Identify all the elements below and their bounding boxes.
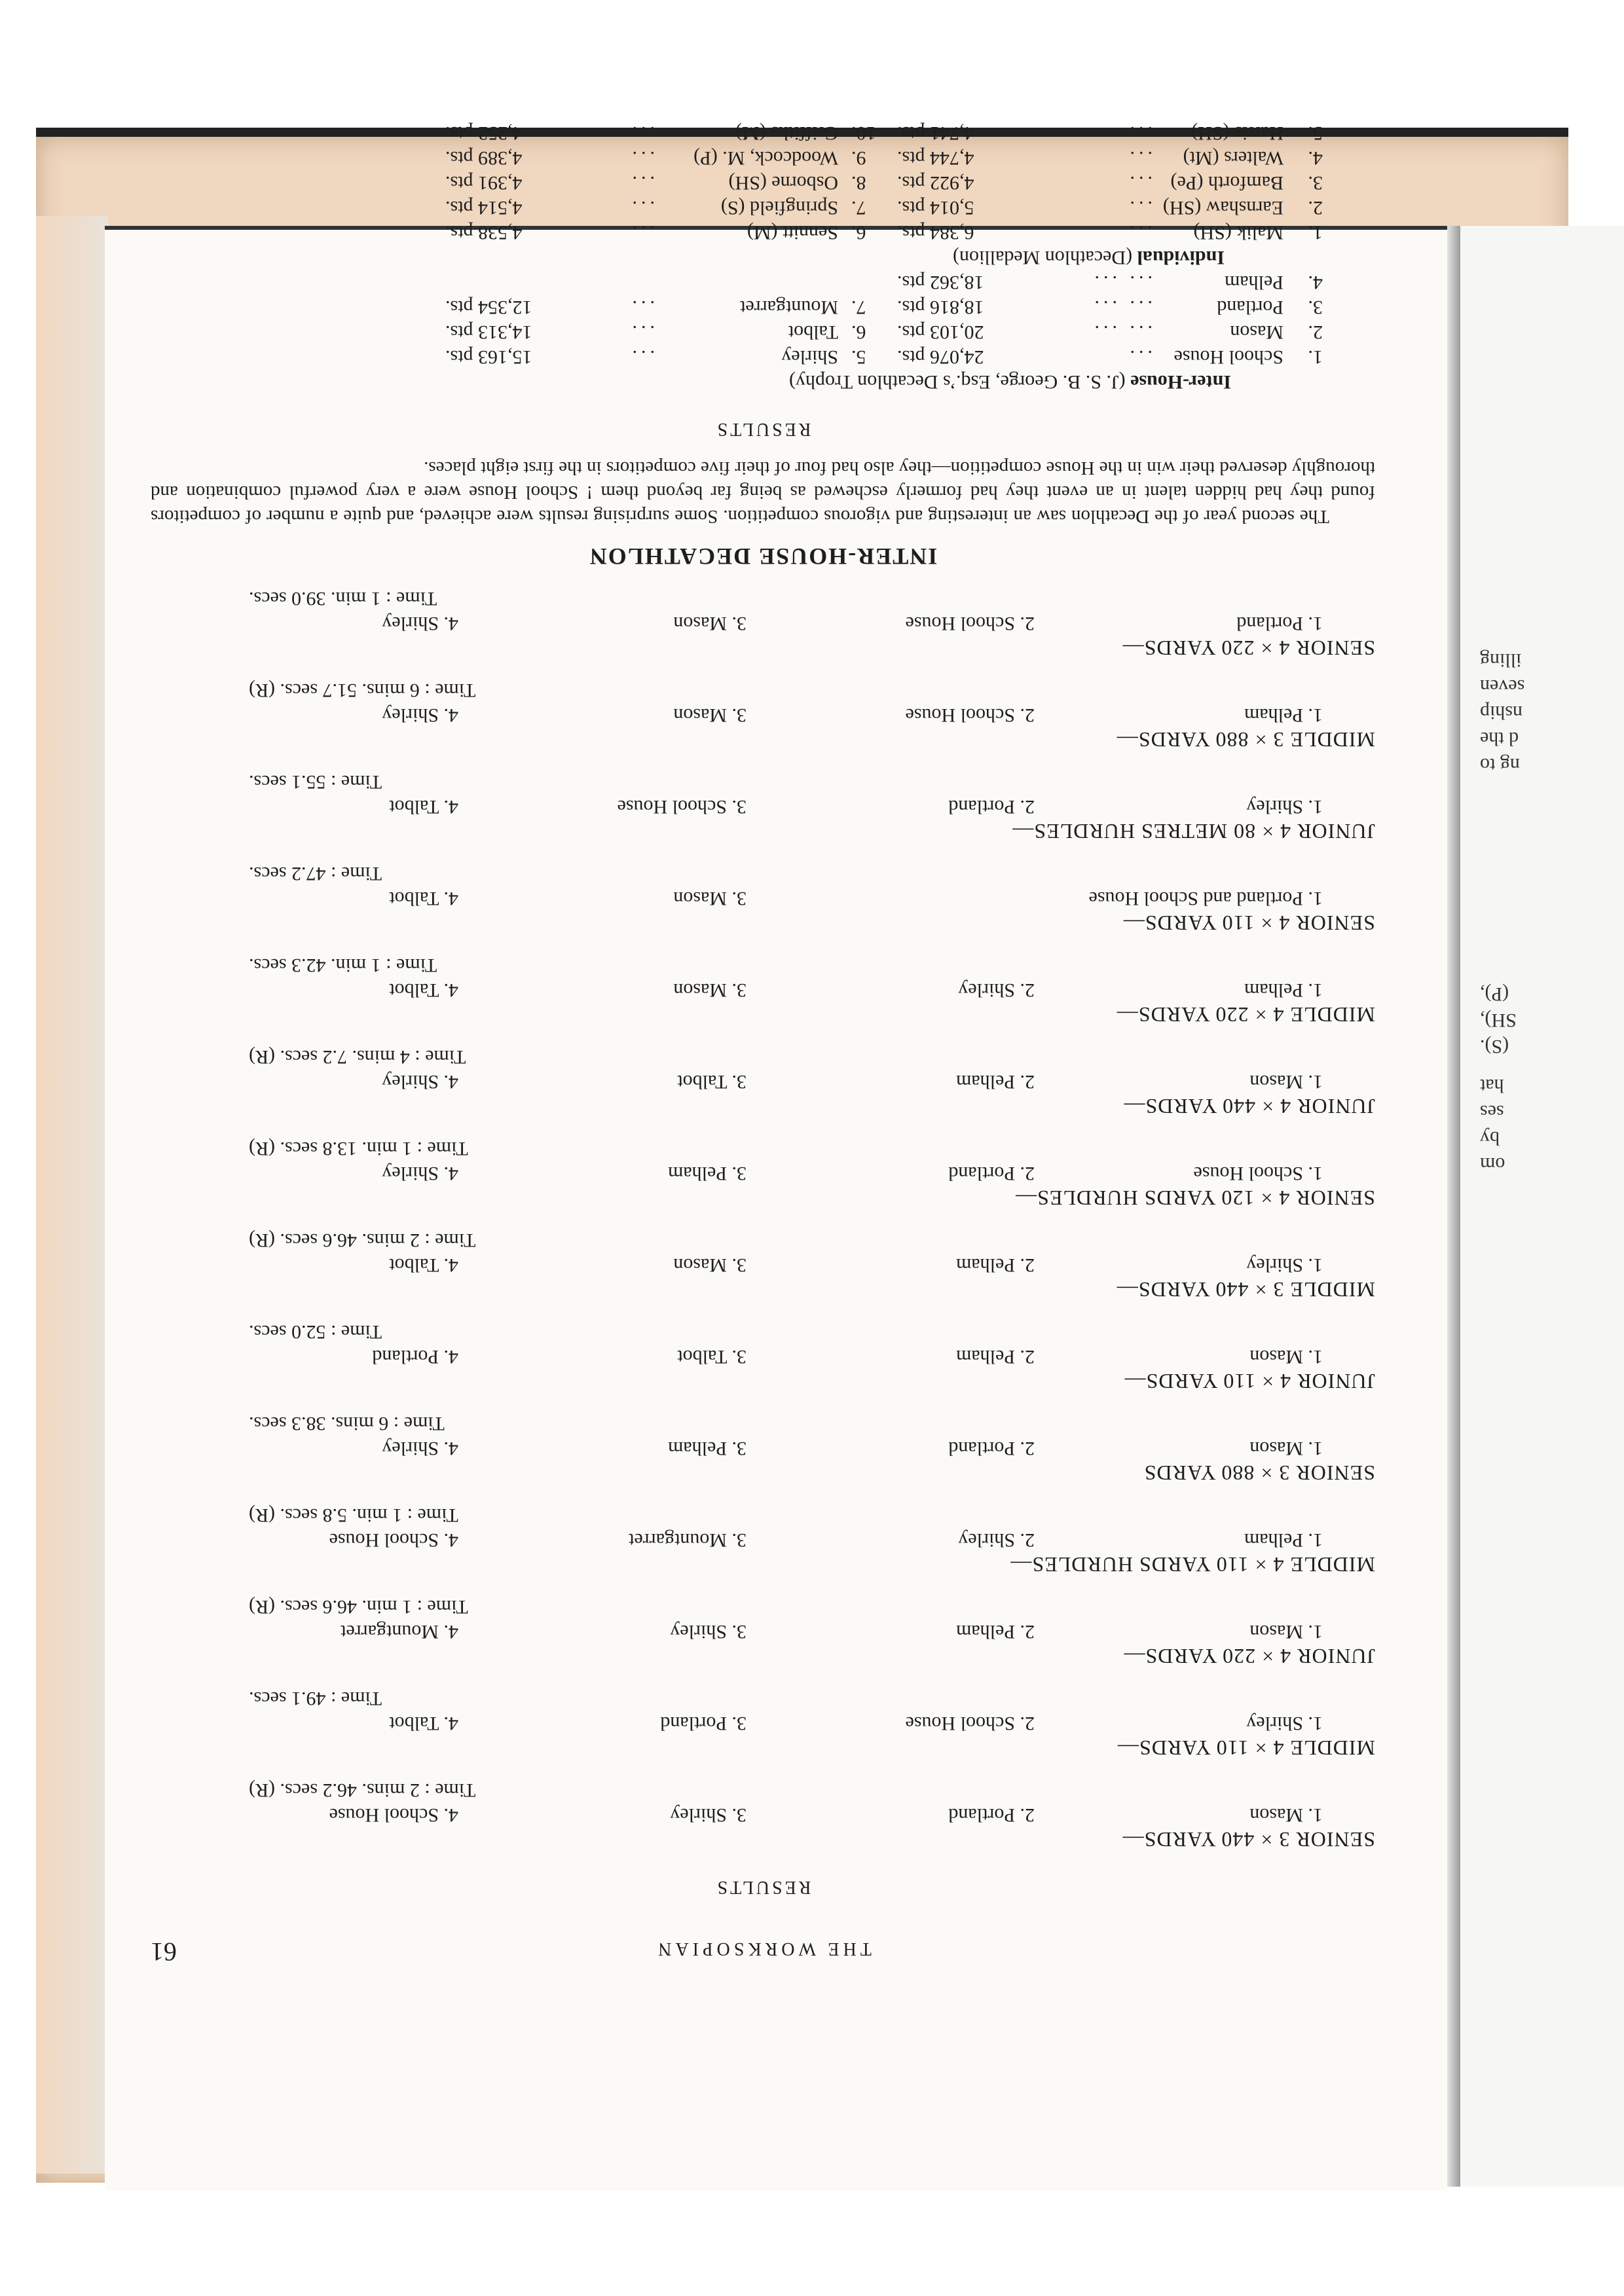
- relay-title: SENIOR 4 × 120 YARDS HURDLES—: [1015, 1186, 1375, 1210]
- relay-placings: [151, 1069, 1323, 1094]
- relay-event: [151, 1594, 1375, 1669]
- relay-place: 4. Talbot: [389, 1254, 458, 1276]
- relay-time: Time : 1 min. 5.8 secs. (R): [249, 1504, 458, 1526]
- relay-place: 4. Portland: [372, 1346, 458, 1368]
- page-gutter: [36, 216, 108, 2174]
- result-dots-right: ...: [628, 197, 655, 219]
- result-name: Bamforth (Pe): [1170, 172, 1283, 194]
- relay-placings: [151, 611, 1323, 636]
- relay-place: 1. Shirley: [1246, 1713, 1323, 1734]
- result-name: Walters (Mt): [1183, 147, 1283, 169]
- decathlon-paragraph: The second year of the Decathlon saw an interesting and vigorous competition. Some surprising results were achieved, and quite a number of competitors found they had hidden talent in an event they had formerly eschewed as being far beyond them ! School House were a very powerful combination and thoroughly deserved their win in the House competition—they also had four of their five competitors in the first eight places.: [151, 458, 1375, 527]
- page-fold-shadow: [1447, 226, 1460, 2187]
- result-name: Earnshaw (SH): [1162, 197, 1283, 219]
- relay-place: 1. Mason: [1249, 1621, 1323, 1643]
- relay-title: SENIOR 4 × 220 YARDS—: [1122, 636, 1375, 660]
- facing-fragment: d the: [1480, 728, 1519, 750]
- relay-place: 1. School House: [1193, 1163, 1323, 1184]
- relay-placings: [151, 1161, 1323, 1186]
- relay-place: 4. Mountgarret: [341, 1621, 458, 1643]
- relay-place: 4. Talbot: [389, 979, 458, 1001]
- result-dots: ...: [1126, 172, 1153, 194]
- inter-house-heading: [151, 369, 1231, 394]
- result-dots-right: ...: [628, 346, 655, 368]
- relay-title: SENIOR 3 × 880 YARDS: [1143, 1461, 1375, 1485]
- relay-title: JUNIOR 4 × 110 YARDS—: [1124, 1370, 1375, 1393]
- result-row: [151, 270, 1323, 295]
- result-row: [151, 145, 1323, 170]
- result-pos: 1.: [1308, 346, 1323, 368]
- relay-placings: [151, 1619, 1323, 1644]
- result-pts: 5,014 pts.: [897, 197, 974, 219]
- result-dots-right: ...: [628, 147, 655, 169]
- relay-place: 2. School House: [905, 1713, 1035, 1734]
- result-pts-right: 12,354 pts.: [445, 297, 532, 318]
- relay-place: 3. Mason: [673, 613, 747, 634]
- relay-place: 1. Mason: [1249, 1346, 1323, 1368]
- relay-placings: [151, 702, 1323, 727]
- relay-title: MIDDLE 3 × 880 YARDS—: [1116, 728, 1375, 752]
- relay-place: 4. Talbot: [389, 796, 458, 818]
- facing-fragment: om: [1480, 1154, 1505, 1175]
- result-pos: 4.: [1308, 272, 1323, 293]
- result-dots: ...: [1126, 147, 1153, 169]
- page-title: THE WORKSOPIAN: [654, 1939, 872, 1959]
- result-dots-right: ...: [628, 172, 655, 194]
- result-pos: 3.: [1308, 297, 1323, 318]
- relay-place: 1. Shirley: [1246, 796, 1323, 818]
- result-pts-right: 4,391 pts.: [445, 172, 523, 194]
- result-dots-right: ...: [628, 321, 655, 343]
- inter-house-table: [151, 270, 1323, 369]
- relay-place: 4. Shirley: [382, 1163, 458, 1184]
- relay-place: 2. Portland: [948, 796, 1035, 818]
- relay-event: [151, 953, 1375, 1027]
- individual-label: Individual: [1137, 247, 1225, 268]
- trophy-name: (J. S. B. George, Esq.’s Decathlon Trophy): [789, 371, 1131, 393]
- relay-time: Time : 52.0 secs.: [249, 1321, 382, 1343]
- relay-time: Time : 1 min. 42.3 secs.: [249, 955, 437, 976]
- relay-place: 3. Mason: [673, 1254, 747, 1276]
- result-pos: 4.: [1308, 147, 1323, 169]
- result-dots: ...: [1126, 197, 1153, 219]
- result-pos-right: 7.: [851, 297, 866, 318]
- result-dots: ... ...: [1090, 321, 1153, 343]
- result-dots: ...: [1126, 346, 1153, 368]
- relay-title: JUNIOR 4 × 440 YARDS—: [1123, 1095, 1375, 1118]
- relay-place: 4. School House: [329, 1529, 458, 1551]
- relay-place: 3. Shirley: [670, 1621, 747, 1643]
- relay-place: 4. Shirley: [382, 1438, 458, 1459]
- individual-heading: [151, 245, 1225, 270]
- facing-fragment: ses: [1480, 1101, 1504, 1123]
- result-pos: 2.: [1308, 197, 1323, 219]
- relay-place: 1. Pelham: [1244, 704, 1323, 726]
- result-dots: ...: [1126, 122, 1153, 144]
- result-row: [151, 319, 1323, 344]
- result-pos-right: [838, 270, 897, 295]
- relay-place: 3. Mason: [673, 704, 747, 726]
- result-pts: 20,103 pts.: [897, 321, 984, 343]
- relay-time: Time : 4 mins. 7.2 secs. (R): [249, 1046, 466, 1068]
- result-pos-right: 10.: [851, 122, 876, 144]
- relay-place: 1. Mason: [1249, 1804, 1323, 1826]
- result-pts: 4,922 pts.: [897, 172, 974, 194]
- result-pts-right: 4,389 pts.: [445, 147, 523, 169]
- relay-place: 4. Talbot: [389, 1713, 458, 1734]
- relay-time: Time : 2 mins. 46.2 secs. (R): [249, 1779, 476, 1801]
- relay-place: 3. Portland: [660, 1713, 747, 1734]
- result-name: Pelham: [1225, 272, 1283, 293]
- relay-place: 2. Shirley: [958, 979, 1035, 1001]
- relay-event: [151, 1777, 1375, 1852]
- facing-fragment: seven: [1480, 676, 1525, 697]
- relay-results: [151, 586, 1375, 1852]
- relay-place: 3. Talbot: [677, 1071, 747, 1093]
- relay-placings: [151, 1344, 1323, 1369]
- relay-title: MIDDLE 3 × 440 YARDS—: [1116, 1278, 1375, 1302]
- relay-place: 3. Pelham: [668, 1163, 747, 1184]
- relay-event: [151, 1411, 1375, 1485]
- result-name-right: Springfield (S): [720, 197, 838, 219]
- relay-placings: [151, 886, 1323, 911]
- relay-placings: [151, 1252, 1323, 1277]
- relay-place: 3. School House: [617, 796, 747, 818]
- relay-title: MIDDLE 4 × 220 YARDS—: [1116, 1003, 1375, 1027]
- relay-time: Time : 6 mins. 51.7 secs. (R): [249, 680, 476, 701]
- result-name-right: Osborne (SH): [728, 172, 838, 194]
- result-row: [151, 195, 1323, 220]
- relay-place: 1. Portland and School House: [1088, 888, 1323, 909]
- relay-placings: [151, 794, 1323, 819]
- facing-fragment: illing: [1480, 649, 1522, 671]
- page-header: [151, 1936, 1375, 1967]
- relay-place: 4. Shirley: [382, 613, 458, 634]
- relay-place: 3. Shirley: [670, 1804, 747, 1826]
- decathlon-heading: INTER-HOUSE DECATHLON: [588, 543, 938, 570]
- relay-place: 4. Shirley: [382, 704, 458, 726]
- individual-table: [151, 120, 1323, 245]
- relay-place: 2. Pelham: [956, 1346, 1035, 1368]
- result-name-right: Woodcock, M. (P): [693, 147, 838, 169]
- result-pts: 24,076 pts.: [897, 346, 984, 368]
- relay-place: 2. Portland: [948, 1438, 1035, 1459]
- result-name: Mason: [1230, 321, 1283, 343]
- relay-place: 2. Portland: [948, 1163, 1035, 1184]
- result-pos-right: 8.: [851, 172, 866, 194]
- result-pos-right: 7.: [851, 197, 866, 219]
- relay-place: 1. Pelham: [1244, 979, 1323, 1001]
- relay-place: 3. Mason: [673, 888, 747, 909]
- result-name: School House: [1173, 346, 1283, 368]
- relay-title: JUNIOR 4 × 220 YARDS—: [1123, 1645, 1375, 1668]
- relay-title: JUNIOR 4 × 80 METRES HURDLES—: [1012, 820, 1375, 843]
- relay-place: 1. Portland: [1236, 613, 1323, 634]
- relay-event: [151, 1503, 1375, 1577]
- relay-time: Time : 47.2 secs.: [249, 863, 382, 884]
- relay-place: 4. Talbot: [389, 888, 458, 909]
- relay-place: 1. Mason: [1249, 1071, 1323, 1093]
- result-name: Portland: [1217, 297, 1283, 318]
- relay-placings: [151, 1527, 1323, 1552]
- facing-fragment: by: [1480, 1127, 1500, 1149]
- relay-event: [151, 1044, 1375, 1119]
- result-pts: 6,384 pts.: [897, 222, 974, 244]
- result-name-right: [655, 270, 838, 295]
- relay-event: [151, 678, 1375, 752]
- inter-house-label: Inter-House: [1130, 371, 1231, 393]
- result-pts-right: 14,313 pts.: [445, 321, 532, 343]
- result-pts-right: 4,252 pts.: [445, 122, 523, 144]
- relay-event: [151, 1228, 1375, 1302]
- relay-place: 2. School House: [905, 613, 1035, 634]
- result-row: [151, 170, 1323, 195]
- relay-placings: [151, 1436, 1323, 1461]
- relay-place: 2. Shirley: [958, 1529, 1035, 1551]
- facing-fragment: (P),: [1480, 983, 1509, 1005]
- result-dots: ...: [1126, 222, 1153, 244]
- result-name-right: Griffiths (M): [735, 122, 838, 144]
- result-dots: ... ...: [1090, 272, 1153, 293]
- result-pts: 4,744 pts.: [897, 147, 974, 169]
- relay-title: MIDDLE 4 × 110 YARDS—: [1116, 1736, 1375, 1760]
- result-pos-right: 5.: [851, 346, 866, 368]
- result-dots-right: ...: [628, 122, 655, 144]
- relay-event: [151, 861, 1375, 936]
- facing-fragment: SH),: [1480, 1010, 1517, 1031]
- relay-time: Time : 1 min. 39.0 secs.: [249, 588, 437, 610]
- result-dots-right: [576, 270, 655, 295]
- relay-time: Time : 2 mins. 46.6 secs. (R): [249, 1230, 476, 1251]
- medallion-name: (Decathlon Medallion): [953, 247, 1137, 268]
- relay-title: SENIOR 4 × 110 YARDS—: [1122, 911, 1375, 935]
- result-pos: 2.: [1308, 321, 1323, 343]
- relay-title: SENIOR 3 × 440 YARDS—: [1122, 1828, 1375, 1851]
- result-name-right: Talbot: [788, 321, 838, 343]
- page-number: 61: [151, 1937, 177, 1967]
- relay-placings: [151, 1802, 1323, 1827]
- relay-time: Time : 1 min. 46.6 secs. (R): [249, 1596, 468, 1618]
- result-pos-right: 9.: [851, 147, 866, 169]
- result-pts: 18,362 pts.: [897, 272, 984, 293]
- result-pos-right: 6.: [851, 321, 866, 343]
- relay-place: 2. Pelham: [956, 1254, 1035, 1276]
- relay-place: [747, 886, 1035, 911]
- relay-placings: [151, 977, 1323, 1002]
- relay-event: [151, 1686, 1375, 1760]
- relay-placings: [151, 1711, 1323, 1736]
- relay-place: 3. Mason: [673, 979, 747, 1001]
- facing-fragment: (S).: [1480, 1036, 1509, 1057]
- result-name-right: Shirley: [781, 346, 838, 368]
- relay-place: 3. Pelham: [668, 1438, 747, 1459]
- relay-title: MIDDLE 4 × 110 YARDS HURDLES—: [1010, 1553, 1375, 1576]
- result-pts-right: 15,163 pts.: [445, 346, 532, 368]
- facing-page: [1460, 226, 1624, 2187]
- result-row: [151, 295, 1323, 319]
- result-dots-right: ...: [628, 297, 655, 318]
- result-row: [151, 220, 1323, 245]
- result-pts: 4,741 pts.: [897, 122, 974, 144]
- result-name-right: Mountgarret: [740, 297, 838, 318]
- result-row: [151, 344, 1323, 369]
- result-pos: 5.: [1308, 122, 1323, 144]
- relay-place: 2. Pelham: [956, 1071, 1035, 1093]
- relay-place: 2. School House: [905, 704, 1035, 726]
- relay-place: 3. Talbot: [677, 1346, 747, 1368]
- relay-event: [151, 769, 1375, 844]
- relay-place: 4. Shirley: [382, 1071, 458, 1093]
- result-pts-right: 4,538 pts.: [445, 222, 523, 244]
- relay-time: Time : 1 min. 13.8 secs. (R): [249, 1138, 468, 1159]
- result-pos: 1.: [1308, 222, 1323, 244]
- relay-place: 4. School House: [329, 1804, 458, 1826]
- relay-place: 2. Pelham: [956, 1621, 1035, 1643]
- result-pts-right: 4,514 pts.: [445, 197, 523, 219]
- relay-event: [151, 586, 1375, 661]
- result-pts-right: [445, 270, 576, 295]
- facing-fragment: ng to: [1480, 754, 1520, 776]
- relay-time: Time : 49.1 secs.: [249, 1688, 382, 1709]
- facing-fragment: hat: [1480, 1075, 1504, 1097]
- relay-place: 3. Mountgarret: [629, 1529, 747, 1551]
- result-pos: 3.: [1308, 172, 1323, 194]
- relay-place: 1. Shirley: [1246, 1254, 1323, 1276]
- result-dots: ... ...: [1090, 297, 1153, 318]
- facing-fragment: nship: [1480, 702, 1523, 723]
- result-dots-right: ...: [628, 222, 655, 244]
- result-pts: 18,816 pts.: [897, 297, 984, 318]
- relay-time: Time : 55.1 secs.: [249, 771, 382, 793]
- relay-place: 1. Pelham: [1244, 1529, 1323, 1551]
- relay-event: [151, 1319, 1375, 1394]
- relay-place: 2. Portland: [948, 1804, 1035, 1826]
- result-name-right: Sennitt (M): [747, 222, 838, 244]
- relay-time: Time : 6 mins. 38.3 secs.: [249, 1413, 445, 1434]
- decathlon-results-heading: RESULTS: [714, 419, 811, 439]
- relay-event: [151, 1136, 1375, 1211]
- result-pos-right: 6.: [851, 222, 866, 244]
- relay-place: 1. Mason: [1249, 1438, 1323, 1459]
- result-name: Harris (SH): [1191, 122, 1283, 144]
- result-row: [151, 120, 1323, 145]
- result-name: Malik (SH): [1193, 222, 1283, 244]
- page-content-upside-down: [151, 122, 1375, 1967]
- results-heading: RESULTS: [714, 1877, 811, 1897]
